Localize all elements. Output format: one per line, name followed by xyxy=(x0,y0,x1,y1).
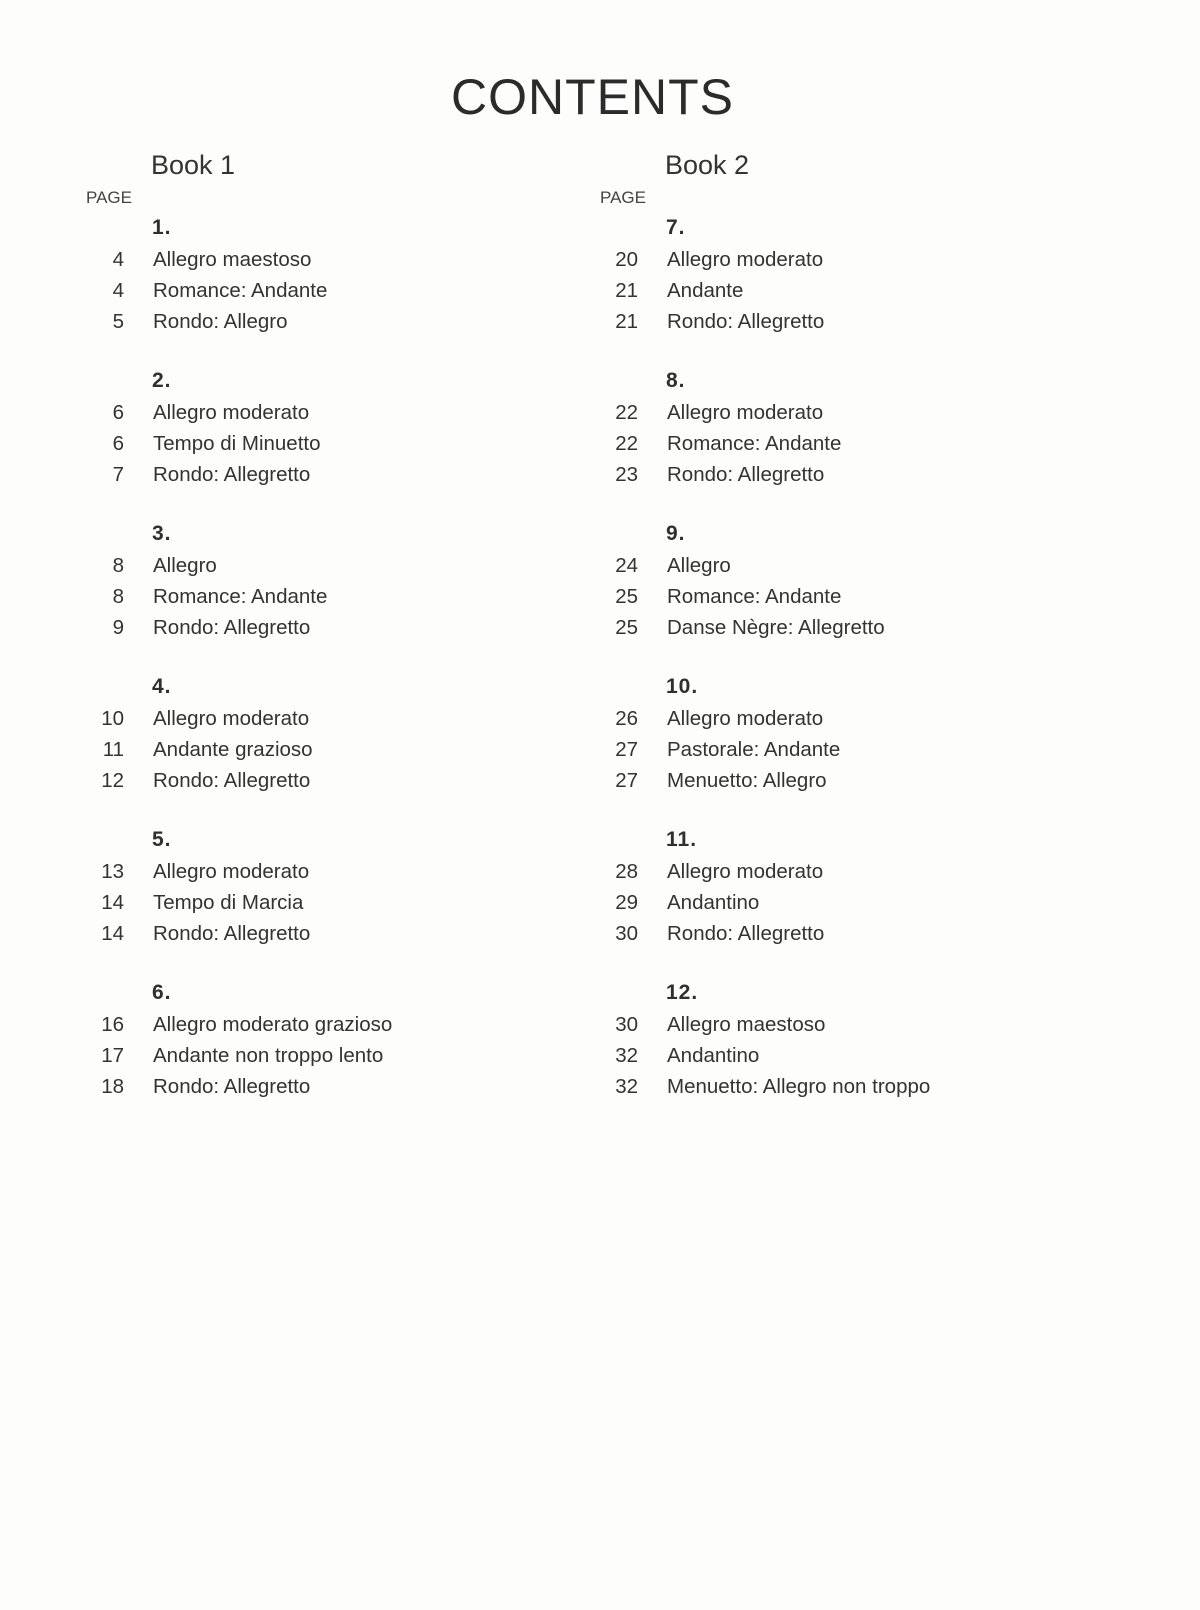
movement-title: Tempo di Minuetto xyxy=(153,432,321,455)
concerto-group xyxy=(86,824,566,949)
movement-title: Rondo: Allegretto xyxy=(153,922,311,945)
concerto-number: 4. xyxy=(152,675,172,698)
page-number: 30 xyxy=(615,922,638,945)
movement-title: Allegro moderato xyxy=(153,860,310,883)
movement-title: Allegro maestoso xyxy=(153,248,312,271)
contents-entry xyxy=(86,244,566,275)
concerto-group xyxy=(600,365,1080,490)
movement-title: Romance: Andante xyxy=(667,432,842,455)
page-number: 12 xyxy=(101,769,124,792)
contents-entry xyxy=(600,550,1080,581)
page-number: 11 xyxy=(102,738,124,761)
concerto-group xyxy=(86,212,566,337)
contents-entry xyxy=(86,887,566,918)
concerto-number: 5. xyxy=(152,828,172,851)
contents-entry xyxy=(600,856,1080,887)
movement-title: Pastorale: Andante xyxy=(667,738,841,761)
movement-title: Andantino xyxy=(667,1044,760,1067)
movement-title: Rondo: Allegretto xyxy=(667,463,825,486)
contents-entry xyxy=(86,550,566,581)
movement-title: Allegro maestoso xyxy=(667,1013,826,1036)
movement-title: Allegro moderato xyxy=(667,401,824,424)
contents-entry xyxy=(600,765,1080,796)
contents-entry xyxy=(86,397,566,428)
movement-title: Rondo: Allegro xyxy=(153,310,288,333)
concerto-number: 6. xyxy=(152,981,172,1004)
movement-title: Romance: Andante xyxy=(153,585,328,608)
page-number: 8 xyxy=(112,585,124,608)
contents-entry xyxy=(86,306,566,337)
concerto-number: 12. xyxy=(666,981,699,1004)
contents-entry xyxy=(600,887,1080,918)
contents-entry xyxy=(86,734,566,765)
contents-entry xyxy=(86,1040,566,1071)
page-number: 25 xyxy=(615,616,638,639)
page-number: 14 xyxy=(101,891,124,914)
page-number: 32 xyxy=(615,1075,638,1098)
movement-title: Rondo: Allegretto xyxy=(153,463,311,486)
concerto-group xyxy=(600,671,1080,796)
movement-title: Allegro moderato xyxy=(667,860,824,883)
contents-entry xyxy=(86,703,566,734)
book-title: Book 2 xyxy=(665,150,750,180)
page-number: 32 xyxy=(615,1044,638,1067)
concerto-number: 8. xyxy=(666,369,686,392)
movement-title: Rondo: Allegretto xyxy=(153,1075,311,1098)
page-number: 24 xyxy=(615,554,638,577)
page-number: 14 xyxy=(101,922,124,945)
page-title: CONTENTS xyxy=(451,69,734,125)
contents-entry xyxy=(600,397,1080,428)
concerto-group xyxy=(600,977,1080,1102)
page-number: 13 xyxy=(101,860,124,883)
concerto-number: 1. xyxy=(152,216,172,239)
movement-title: Rondo: Allegretto xyxy=(153,769,311,792)
concerto-number: 7. xyxy=(666,216,686,239)
movement-title: Andante grazioso xyxy=(153,738,313,761)
page-number: 10 xyxy=(101,707,124,730)
contents-entry xyxy=(600,918,1080,949)
movement-title: Andantino xyxy=(667,891,760,914)
concerto-group xyxy=(86,365,566,490)
movement-title: Andante non troppo lento xyxy=(153,1044,384,1067)
page-number: 25 xyxy=(615,585,638,608)
contents-entry xyxy=(86,1009,566,1040)
contents-entry xyxy=(600,703,1080,734)
contents-entry xyxy=(86,275,566,306)
page-number: 22 xyxy=(615,432,638,455)
movement-title: Romance: Andante xyxy=(667,585,842,608)
contents-entry xyxy=(600,1071,1080,1102)
page-number: 21 xyxy=(615,310,638,333)
contents-entry xyxy=(600,459,1080,490)
movement-title: Allegro moderato grazioso xyxy=(153,1013,393,1036)
movement-title: Andante xyxy=(667,279,744,302)
contents-entry xyxy=(86,918,566,949)
contents-entry xyxy=(600,1009,1080,1040)
page-number: 28 xyxy=(615,860,638,883)
movement-title: Allegro moderato xyxy=(667,707,824,730)
movement-title: Allegro xyxy=(153,554,217,577)
movement-title: Rondo: Allegretto xyxy=(667,922,825,945)
concerto-number: 10. xyxy=(666,675,699,698)
page-column-label: PAGE xyxy=(600,188,646,207)
contents-entry xyxy=(600,428,1080,459)
concerto-number: 2. xyxy=(152,369,172,392)
page-number: 4 xyxy=(112,248,124,271)
contents-entry xyxy=(86,612,566,643)
contents-entry xyxy=(600,275,1080,306)
concerto-number: 3. xyxy=(152,522,172,545)
page-number: 20 xyxy=(615,248,638,271)
page-number: 27 xyxy=(615,738,638,761)
movement-title: Danse Nègre: Allegretto xyxy=(667,616,885,639)
page-number: 22 xyxy=(615,401,638,424)
contents-entry xyxy=(86,1071,566,1102)
movement-title: Rondo: Allegretto xyxy=(153,616,311,639)
page-number: 29 xyxy=(615,891,638,914)
contents-entry xyxy=(600,581,1080,612)
movement-title: Tempo di Marcia xyxy=(153,891,304,914)
movement-title: Allegro moderato xyxy=(153,707,310,730)
movement-title: Allegro xyxy=(667,554,731,577)
page-number: 9 xyxy=(112,616,124,639)
page-column-label: PAGE xyxy=(86,188,132,207)
contents-entry xyxy=(600,1040,1080,1071)
page-number: 27 xyxy=(615,769,638,792)
book-title: Book 1 xyxy=(151,150,236,180)
contents-entry xyxy=(86,428,566,459)
concerto-group xyxy=(600,212,1080,337)
contents-entry xyxy=(86,459,566,490)
concerto-group xyxy=(86,671,566,796)
page-number: 17 xyxy=(101,1044,124,1067)
contents-entry xyxy=(600,734,1080,765)
concerto-group xyxy=(600,824,1080,949)
page-number: 6 xyxy=(112,401,124,424)
book-1-groups xyxy=(86,212,566,1130)
page-number: 6 xyxy=(112,432,124,455)
contents-entry xyxy=(600,306,1080,337)
concerto-number: 9. xyxy=(666,522,686,545)
concerto-group xyxy=(600,518,1080,643)
page-number: 18 xyxy=(101,1075,124,1098)
contents-entry xyxy=(600,612,1080,643)
page-number: 30 xyxy=(615,1013,638,1036)
book-2-groups xyxy=(600,212,1080,1130)
page-number: 16 xyxy=(101,1013,124,1036)
contents-entry xyxy=(86,765,566,796)
page-number: 23 xyxy=(615,463,638,486)
concerto-group xyxy=(86,518,566,643)
movement-title: Romance: Andante xyxy=(153,279,328,302)
concerto-number: 11. xyxy=(666,828,698,851)
page-number: 5 xyxy=(112,310,124,333)
movement-title: Allegro moderato xyxy=(153,401,310,424)
movement-title: Allegro moderato xyxy=(667,248,824,271)
page-number: 8 xyxy=(112,554,124,577)
contents-entry xyxy=(86,856,566,887)
movement-title: Menuetto: Allegro xyxy=(667,769,827,792)
movement-title: Menuetto: Allegro non troppo xyxy=(667,1075,931,1098)
page-number: 21 xyxy=(615,279,638,302)
page-number: 26 xyxy=(615,707,638,730)
page-number: 7 xyxy=(112,463,124,486)
contents-entry xyxy=(86,581,566,612)
page-number: 4 xyxy=(112,279,124,302)
concerto-group xyxy=(86,977,566,1102)
movement-title: Rondo: Allegretto xyxy=(667,310,825,333)
contents-entry xyxy=(600,244,1080,275)
